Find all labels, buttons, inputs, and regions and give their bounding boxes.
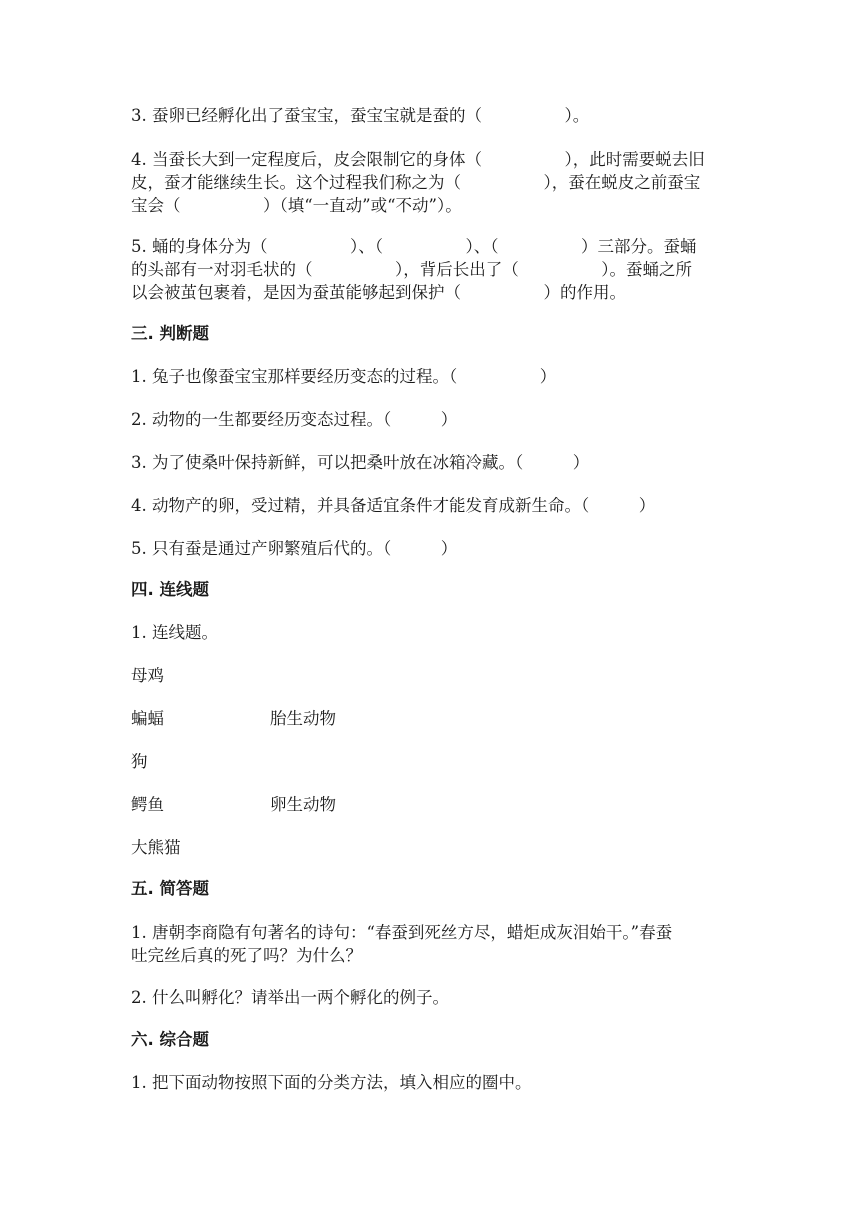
animal-item-dog: 狗 [131,752,148,771]
judge-question-2: 2. 动物的一生都要经历变态过程。（ ） [131,410,458,429]
section-heading-matching: 四. 连线题 [131,580,210,599]
judge-question-1: 1. 兔子也像蚕宝宝那样要经历变态的过程。（ ） [131,367,557,386]
section-heading-judgement: 三. 判断题 [131,324,210,343]
fill-question-4-line-3: 宝会（ ）（填“一直动”或“不动”）。 [131,196,462,215]
fill-question-5-line-2: 的头部有一对羽毛状的（ ），背后长出了（ ）。蚕蛹之所 [131,260,692,279]
animal-item-crocodile: 鳄鱼 [131,795,164,814]
fill-question-4-line-2: 皮，蚕才能继续生长。这个过程我们称之为（ ），蚕在蜕皮之前蚕宝 [131,173,701,192]
judge-question-5: 5. 只有蚕是通过产卵繁殖后代的。（ ） [131,539,458,558]
fill-question-5-line-1: 5. 蛹的身体分为（ ）、（ ）、（ ）三部分。蚕蛹 [131,237,697,256]
judge-question-4: 4. 动物产的卵，受过精，并具备适宜条件才能发育成新生命。（ ） [131,496,656,515]
category-viviparous: 胎生动物 [270,709,336,728]
category-oviparous: 卵生动物 [270,795,336,814]
judge-question-3: 3. 为了使桑叶保持新鲜，可以把桑叶放在冰箱冷藏。（ ） [131,453,590,472]
short-answer-1-line-2: 吐完丝后真的死了吗？为什么？ [131,946,362,965]
animal-item-hen: 母鸡 [131,666,164,685]
short-answer-1-line-1: 1. 唐朝李商隐有句著名的诗句：“春蚕到死丝方尽，蜡炬成灰泪始干。”春蚕 [131,923,673,942]
fill-question-4-line-1: 4. 当蚕长大到一定程度后，皮会限制它的身体（ ），此时需要蜕去旧 [131,150,705,169]
fill-question-3: 3. 蚕卵已经孵化出了蚕宝宝，蚕宝宝就是蚕的（ ）。 [131,106,590,125]
animal-item-bat: 蝙蝠 [131,709,164,728]
short-answer-2: 2. 什么叫孵化？请举出一两个孵化的例子。 [131,988,449,1007]
fill-question-5-line-3: 以会被茧包裹着，是因为蚕茧能够起到保护（ ）的作用。 [131,283,626,302]
section-heading-comprehensive: 六. 综合题 [131,1030,210,1049]
matching-question-1: 1. 连线题。 [131,623,218,642]
animal-item-panda: 大熊猫 [131,838,181,857]
section-heading-short-answer: 五. 简答题 [131,879,210,898]
comprehensive-question-1: 1. 把下面动物按照下面的分类方法，填入相应的圈中。 [131,1073,532,1092]
